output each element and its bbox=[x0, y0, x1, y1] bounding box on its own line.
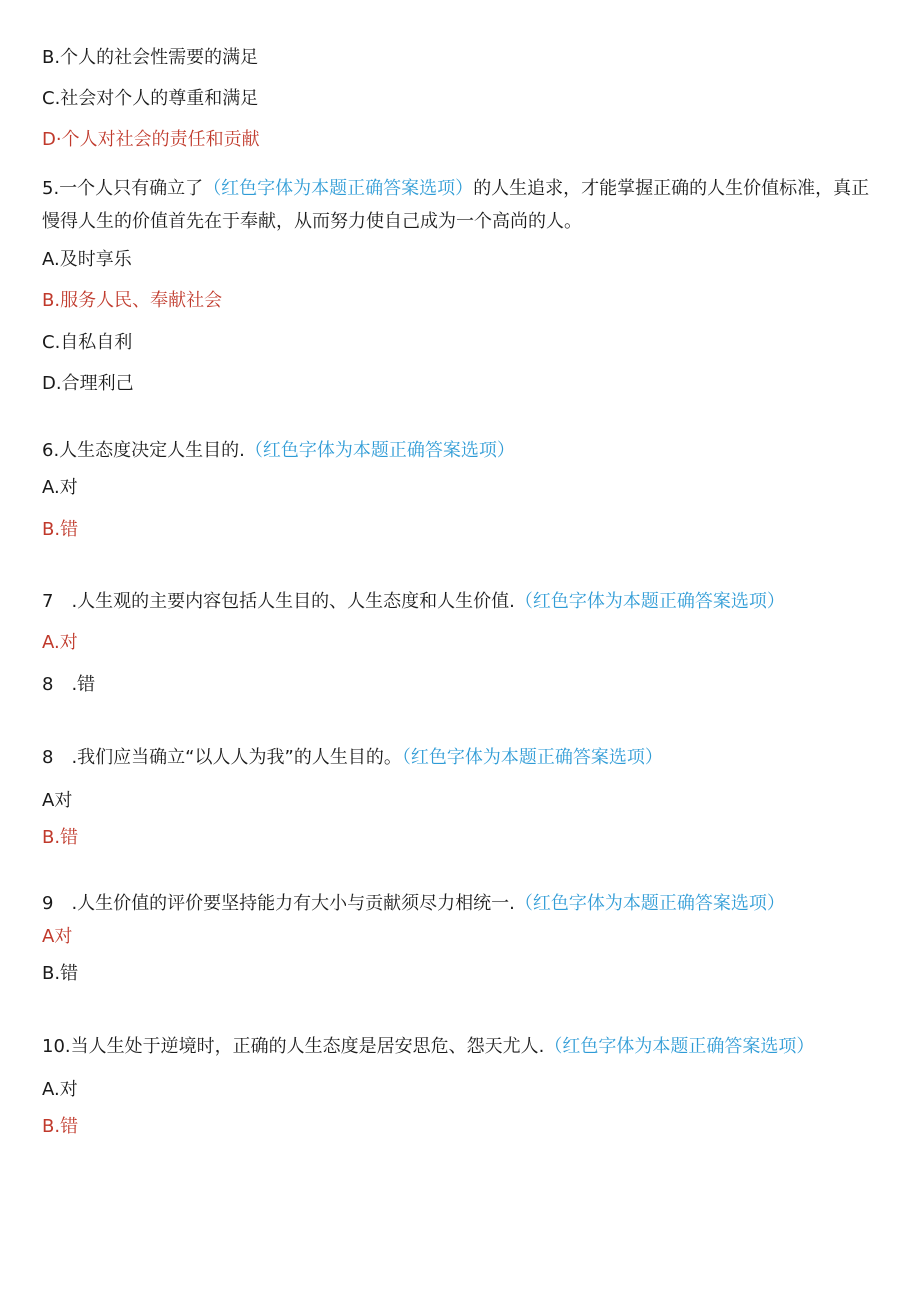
question-9-text: 9 .人生价值的评价要坚持能力有大小与贡献须尽力相统一. bbox=[42, 893, 515, 914]
q7-option-a-correct: A.对 bbox=[42, 632, 78, 653]
option-d-correct: D·个人对社会的责任和贡献 bbox=[42, 129, 260, 150]
answer-hint: （红色字体为本题正确答案选项） bbox=[514, 591, 785, 612]
q7-option-b: 8 .错 bbox=[42, 674, 96, 695]
q5-option-c: C.自私自利 bbox=[42, 332, 133, 353]
option-b: B.个人的社会性需要的满足 bbox=[42, 47, 259, 68]
question-8-text: 8 .我们应当确立“以人人为我”的人生目的。 bbox=[42, 747, 402, 768]
question-10-text: 10.当人生处于逆境时，正确的人生态度是居安思危、怨天尤人. bbox=[42, 1036, 545, 1057]
answer-hint: （红色字体为本题正确答案选项） bbox=[514, 893, 785, 914]
q9-option-a-correct: A对 bbox=[42, 926, 73, 947]
q5-option-d: D.合理利己 bbox=[42, 373, 134, 394]
q10-option-b-correct: B.错 bbox=[42, 1116, 79, 1137]
answer-hint: （红色字体为本题正确答案选项） bbox=[203, 178, 474, 199]
q5-option-b-correct: B.服务人民、奉献社会 bbox=[42, 290, 223, 311]
question-9 bbox=[42, 892, 785, 916]
question-5-text-after: 的人生追求，才能掌握正确的人生价值标准，真正慢得人生的价值首先在于奉献，从而努力使自己成为一个高尚的人。 bbox=[42, 178, 870, 232]
question-5 bbox=[42, 172, 882, 238]
question-6 bbox=[42, 439, 515, 463]
q8-option-b-correct: B.错 bbox=[42, 827, 79, 848]
q9-option-b: B.错 bbox=[42, 963, 79, 984]
question-5-text-before: 5.一个人只有确立了 bbox=[42, 178, 204, 199]
question-8 bbox=[42, 746, 663, 770]
q6-option-a: A.对 bbox=[42, 477, 78, 498]
q8-option-a: A对 bbox=[42, 790, 73, 811]
q5-option-a: A.及时享乐 bbox=[42, 249, 132, 270]
answer-hint: （红色字体为本题正确答案选项） bbox=[544, 1036, 815, 1057]
answer-hint: （红色字体为本题正确答案选项） bbox=[244, 440, 515, 461]
q6-option-b-correct: B.错 bbox=[42, 519, 79, 540]
question-6-text: 6.人生态度决定人生目的. bbox=[42, 440, 245, 461]
q10-option-a: A.对 bbox=[42, 1079, 78, 1100]
question-7 bbox=[42, 590, 785, 614]
question-7-text: 7 .人生观的主要内容包括人生目的、人生态度和人生价值. bbox=[42, 591, 515, 612]
option-c: C.社会对个人的尊重和满足 bbox=[42, 88, 259, 109]
question-10 bbox=[42, 1035, 814, 1059]
answer-hint: （红色字体为本题正确答案选项） bbox=[401, 747, 663, 768]
